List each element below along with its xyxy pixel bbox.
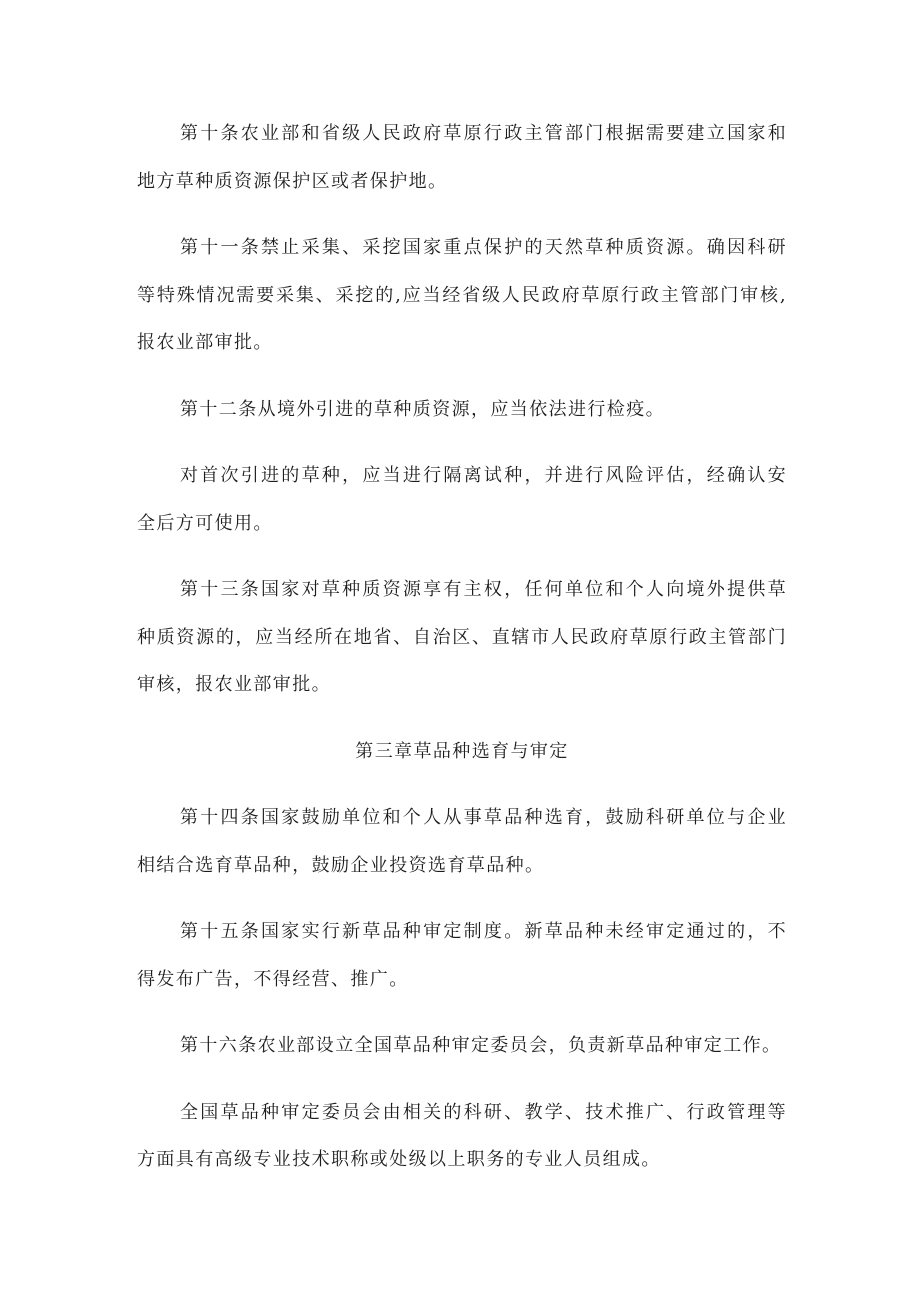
paragraph-line: 相结合选育草品种，鼓励企业投资选育草品种。: [137, 854, 545, 876]
article-12-paragraph: [137, 386, 787, 434]
article-16-paragraph: [137, 1022, 787, 1070]
chapter-heading: 第三章草品种选育与审定: [355, 740, 569, 762]
paragraph-line: 种质资源的，应当经所在地省、自治区、直辖市人民政府草原行政主管部门: [137, 626, 787, 648]
paragraph-line: 第十四条国家鼓励单位和个人从事草品种选育，鼓励科研单位与企业: [180, 807, 787, 828]
paragraph-line: 第十一条禁止采集、采挖国家重点保护的天然草种质资源。确因科研: [180, 237, 787, 258]
paragraph-line: 审核，报农业部审批。: [137, 674, 331, 695]
article-15-paragraph: [137, 908, 787, 1003]
paragraph-line: 第十六条农业部设立全国草品种审定委员会，负责新草品种审定工作。: [180, 1035, 782, 1056]
article-11-paragraph: [137, 224, 787, 367]
article-14-paragraph: [137, 794, 787, 889]
document-body: [137, 110, 787, 1203]
paragraph-line: 对首次引进的草种，应当进行隔离试种，并进行风险评估，经确认安: [180, 465, 787, 486]
article-12-subparagraph: [137, 452, 787, 547]
paragraph-line: 第十五条国家实行新草品种审定制度。新草品种未经审定通过的，不: [180, 921, 787, 942]
article-16-subparagraph: [137, 1089, 787, 1184]
paragraph-line: 第十二条从境外引进的草种质资源，应当依法进行检疫。: [180, 398, 665, 420]
paragraph-line: 等特殊情况需要采集、采挖的,应当经省级人民政府草原行政主管部门审核,: [137, 284, 787, 306]
article-10-paragraph: [137, 110, 787, 205]
paragraph-line: 报农业部审批。: [137, 332, 273, 353]
paragraph-line: 全后方可使用。: [137, 512, 273, 534]
paragraph-line: 第十三条国家对草种质资源享有主权，任何单位和个人向境外提供草: [180, 579, 787, 600]
paragraph-line: 第十条农业部和省级人民政府草原行政主管部门根据需要建立国家和: [180, 123, 787, 144]
paragraph-line: 方面具有高级专业技术职称或处级以上职务的专业人员组成。: [137, 1149, 661, 1170]
paragraph-line: 得发布广告，不得经营、推广。: [137, 968, 409, 990]
paragraph-line: 地方草种质资源保护区或者保护地。: [137, 170, 448, 192]
article-13-paragraph: [137, 566, 787, 709]
paragraph-line: 全国草品种审定委员会由相关的科研、教学、技术推广、行政管理等: [180, 1101, 787, 1123]
